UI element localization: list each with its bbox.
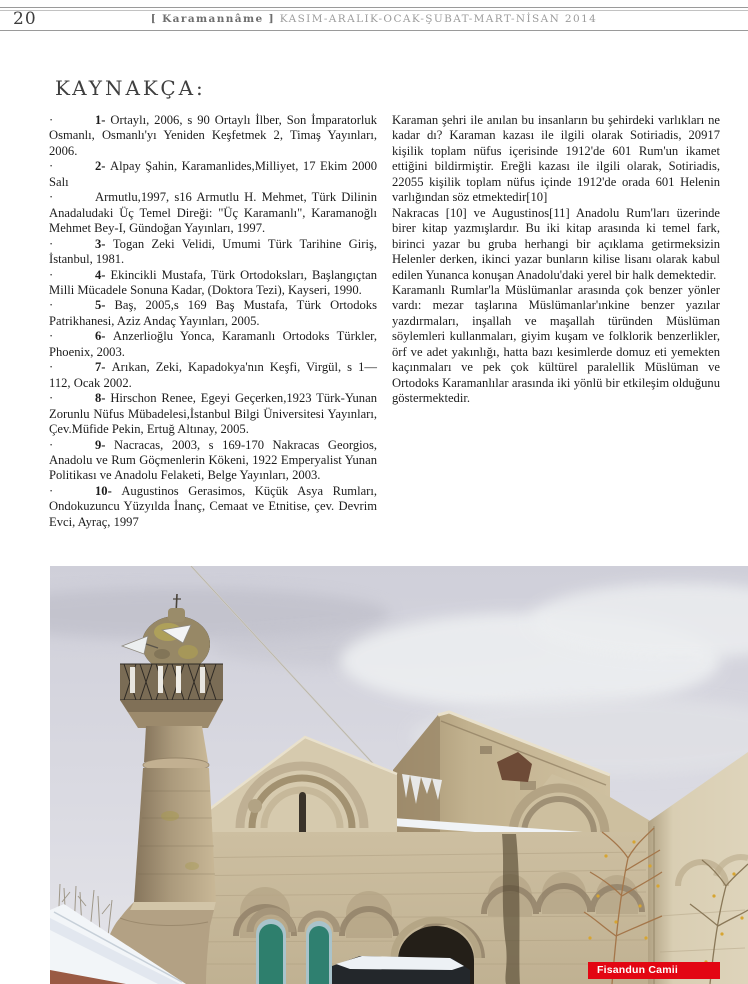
reference-number: 5- — [95, 298, 115, 313]
header-top-rule-2 — [0, 10, 748, 11]
reference-number: 9- — [95, 437, 115, 452]
reference-item: · 1- Ortaylı, 2006, s 90 Ortaylı İlber, Son İmparatorluk Osmanlı, Osmanlı'yı Yeniden Keşfetmek 2, Timaş Yayınları, 2006. — [49, 113, 377, 158]
reference-text: Arıkan, Zeki, Kapadokya'nın Keşfi, Virgül, s 1—112, Ocak 2002. — [49, 360, 378, 390]
mosque-photo-art — [50, 566, 748, 984]
reference-number: 8- — [95, 391, 111, 406]
reference-item: · 9- Nacracas, 2003, s 169-170 Nakracas Georgios, Anadolu ve Rum Göçmenlerin Kökeni, 1922 Emperyalist Yunan Politikası ve Anadolu Felaketi, Belge Yayınları, 2003. — [49, 437, 378, 483]
reference-text: Augustinos Gerasimos, Küçük Asya Rumları, Ondokuzuncu Yüzyılda İnanç, Cemaat ve Etnitise, çev. Devrim Evci, Ayraç, 1997 — [49, 483, 378, 529]
snow-covered-car — [332, 956, 470, 984]
journal-name: [ Karamannâme ] — [150, 13, 276, 25]
header-top-rule — [0, 7, 748, 8]
reference-number: 6- — [95, 329, 113, 344]
reference-number: 10- — [95, 483, 122, 498]
article-column — [392, 113, 720, 407]
reference-number: 7- — [95, 360, 112, 375]
lower-wall — [168, 832, 648, 984]
reference-item: · 5- Baş, 2005,s 169 Baş Mustafa, Türk Ortodoks Patrikhanesi, Aziz Andaç Yayınları, 2005. — [49, 298, 377, 328]
header-bottom-rule — [0, 30, 748, 31]
reference-number: 2- — [95, 159, 110, 174]
reference-item: · 3- Togan Zeki Velidi, Umumi Türk Tarihine Giriş, İstanbul, 1981. — [49, 236, 378, 267]
reference-item: · 4- Ekincikli Mustafa, Türk Ortodoksları, Başlangıçtan Milli Mücadele Sonuna Kadar, (Doktora Tezi), Kayseri, 1990. — [49, 267, 377, 297]
issue-date: KASIM-ARALIK-OCAK-ŞUBAT-MART-NİSAN 2014 — [275, 13, 598, 25]
article-paragraph: Nakracas [10] ve Augustinos[11] Anadolu Rum'ları üzerinde birer kitap yazmışlardır. Bu iki kitap arasında ki temel fark, birinci yazar bu gruba herhangi bir açıklama getirmeksizin Helenler derken, ikinci yazar bunların kilise lisanı olarak kabul edilen Yunanca konuşan Anadolu'daki yerel bir halk demektedir. — [392, 205, 720, 282]
journal-header — [0, 13, 748, 25]
reference-text: Ortaylı, 2006, s 90 Ortaylı İlber, Son İmparatorluk Osmanlı, Osmanlı'yı Yeniden Keşfetmek 2, Timaş Yayınları, 2006. — [49, 113, 377, 158]
reference-item: · 10- Augustinos Gerasimos, Küçük Asya Rumları, Ondokuzuncu Yüzyılda İnanç, Cemaat ve Etnitise, çev. Devrim Evci, Ayraç, 1997 — [49, 483, 378, 529]
reference-text: Nacracas, 2003, s 169-170 Nakracas Georgios, Anadolu ve Rum Göçmenlerin Kökeni, 1922 Emperyalist Yunan Politikası ve Anadolu Felaketi, Belge Yayınları, 2003. — [49, 437, 378, 483]
reference-text: Togan Zeki Velidi, Umumi Türk Tarihine Giriş, İstanbul, 1981. — [49, 236, 378, 267]
article-paragraph: Karamanlı Rumlar'la Müslümanlar arasında çok benzer yönler vardı: mezar taşlarına Müslümanlar'ınkine benzer yazılar yazdırmaları, inşallah ve maşallah türünden Müslüman söylemleri kullanmaları, giyim kuşam ve folklorik benzerlikler, örf ve adet yakınlığı, hatta bazı kesimlerde domuz eti yemekten kaçınmaları ve pek çok kültürel paralellik Müslüman ve Ortodoks Karamanlılar arasında iki yönlü bir etkileşim olduğunu göstermektedir. — [392, 282, 720, 406]
reference-item: · Armutlu,1997, s16 Armutlu H. Mehmet, Türk Dilinin Anadaludaki Üç Temel Direği: "Üç Karamanlı", Karamanoğlı Mehmet Bey-I, Gündoğan Yayınları, 1997. — [49, 190, 377, 236]
reference-number: 4- — [95, 267, 111, 282]
minaret-balcony — [120, 664, 223, 728]
article-paragraph: Karaman şehri ile anılan bu insanların bu şehirdeki varlıkları ne kadar dı? Karaman kazası ile ilgili olarak Sotiriadis, 20917 kişilik toplam nüfus içerisinde 1912'de 601 Rum'un ikamet ettiğini bildirmiştir. Ereğli kazası ile ilgili olarak, Sotiriadis, 22055 kişilik toplam nüfus içinde 1912'de orada 601 Helenin varlığından söz etmektedir[10] — [392, 113, 720, 205]
reference-number: 1- — [95, 113, 111, 127]
reference-text: Armutlu,1997, s16 Armutlu H. Mehmet, Türk Dilinin Anadaludaki Üç Temel Direği: "Üç Karamanlı", Karamanoğlı Mehmet Bey-I, Gündoğan Yayınları, 1997. — [49, 190, 377, 236]
reference-text: Baş, 2005,s 169 Baş Mustafa, Türk Ortodoks Patrikhanesi, Aziz Andaç Yayınları, 2005. — [49, 298, 377, 328]
reference-item: · 8- Hirschon Renee, Egeyi Geçerken,1923 Türk-Yunan Zorunlu Nüfus Mübadelesi,İstanbul Bilgi Üniversitesi Yayınları, Çev.Müfide Pekin, Ertuğ Altınay, 2005. — [49, 391, 377, 437]
reference-text: Anzerlioğlu Yonca, Karamanlı Ortodoks Türkler, Phoenix, 2003. — [49, 329, 377, 359]
reference-number: 3- — [95, 236, 113, 251]
mosque-photo — [50, 566, 748, 984]
bibliography-heading: KAYNAKÇA: — [55, 76, 206, 100]
reference-item: · 7- Arıkan, Zeki, Kapadokya'nın Keşfi, Virgül, s 1—112, Ocak 2002. — [49, 360, 378, 390]
reference-item: · 6- Anzerlioğlu Yonca, Karamanlı Ortodoks Türkler, Phoenix, 2003. — [49, 329, 377, 359]
photo-caption-badge: Fisandun Camii — [588, 962, 720, 979]
reference-text: Alpay Şahin, Karamanlides,Milliyet, 17 Ekim 2000 Salı — [49, 159, 378, 189]
reference-text: Ekincikli Mustafa, Türk Ortodoksları, Başlangıçtan Milli Mücadele Sonuna Kadar, (Doktora Tezi), Kayseri, 1990. — [49, 267, 377, 297]
reference-text: Hirschon Renee, Egeyi Geçerken,1923 Türk-Yunan Zorunlu Nüfus Mübadelesi,İstanbul Bilgi Üniversitesi Yayınları, Çev.Müfide Pekin, Ertuğ Altınay, 2005. — [49, 391, 377, 437]
reference-item: · 2- Alpay Şahin, Karamanlides,Milliyet, 17 Ekim 2000 Salı — [49, 159, 378, 189]
page-number: 20 — [13, 9, 37, 29]
references-column — [49, 113, 377, 530]
